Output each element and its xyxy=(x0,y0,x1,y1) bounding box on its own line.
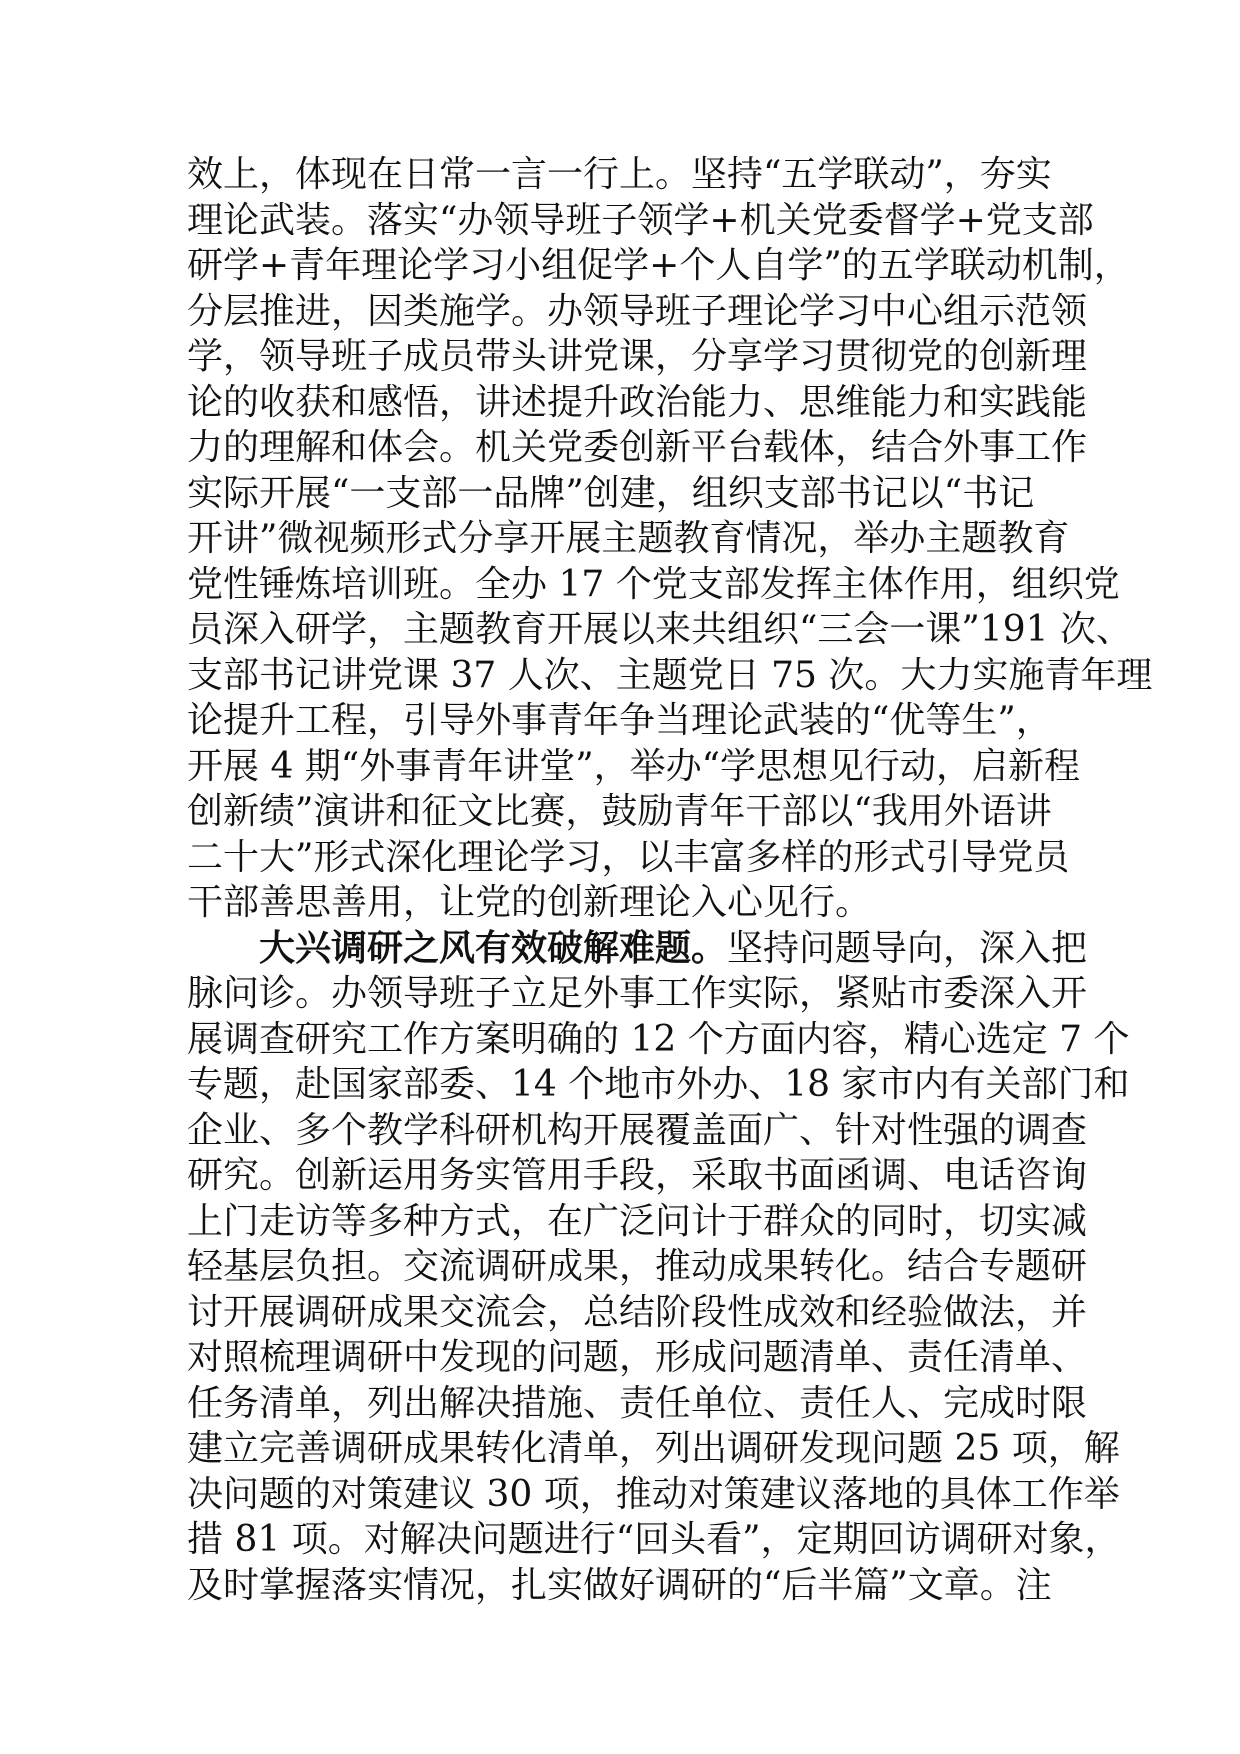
text-line: 二十大”形式深化理论学习，以丰富多样的形式引导党员 xyxy=(187,836,1070,878)
text-line: 开讲”微视频形式分享开展主题教育情况，举办主题教育 xyxy=(187,518,1070,559)
text-line: 学，领导班子成员带头讲党课，分享学习贯彻党的创新理 xyxy=(187,336,1088,377)
text-line: 上门走访等多种方式，在广泛问计于群众的同时，切实减 xyxy=(187,1200,1088,1242)
text-line: 员深入研学，主题教育开展以来共组织“三会一课”191 次、 xyxy=(187,609,1132,650)
text-line: 措 81 项。对解决问题进行“回头看”，定期回访调研对象， xyxy=(187,1519,1121,1560)
paragraph-study xyxy=(187,152,1153,926)
text-line: 开展 4 期“外事青年讲堂”，举办“学思想见行动，启新程 xyxy=(187,745,1081,787)
text-line: 任务清单，列出解决措施、责任单位、责任人、完成时限 xyxy=(187,1382,1088,1424)
text-line: 企业、多个教学科研机构开展覆盖面广、针对性强的调查 xyxy=(187,1109,1088,1151)
text-line: 建立完善调研成果转化清单，列出调研发现问题 25 项，解 xyxy=(187,1428,1120,1469)
text-line: 讨开展调研成果交流会，总结阶段性成效和经验做法，并 xyxy=(187,1291,1088,1333)
text-line: 干部善思善用，让党的创新理论入心见行。 xyxy=(187,882,872,923)
text-line: 论提升工程，引导外事青年争当理论武装的“优等生”， xyxy=(187,700,1052,741)
text-line: 脉问诊。办领导班子立足外事工作实际，紧贴市委深入开 xyxy=(187,973,1088,1014)
text-line: 及时掌握落实情况，扎实做好调研的“后半篇”文章。注 xyxy=(187,1564,1052,1606)
text-line: 效上，体现在日常一言一行上。坚持“五学联动”，夯实 xyxy=(187,154,1052,195)
text-line: 展调查研究工作方案明确的 12 个方面内容，精心选定 7 个 xyxy=(187,1018,1130,1060)
text-line: 力的理解和体会。机关党委创新平台载体，结合外事工作 xyxy=(187,427,1088,468)
paragraph-heading: 大兴调研之风有效破解难题。 xyxy=(259,926,728,969)
text-line: 论的收获和感悟，讲述提升政治能力、思维能力和实践能 xyxy=(187,381,1088,423)
text-line: 研究。创新运用务实管用手段，采取书面函调、电话咨询 xyxy=(187,1155,1088,1196)
text-line: 专题，赴国家部委、14 个地市外办、18 家市内有关部门和 xyxy=(187,1064,1130,1105)
text-line: 党性锤炼培训班。全办 17 个党支部发挥主体作用，组织党 xyxy=(187,563,1120,605)
text-line: 理论武装。落实“办领导班子领学+机关党委督学+党支部 xyxy=(187,199,1094,241)
text-line: 对照梳理调研中发现的问题，形成问题清单、责任清单、 xyxy=(187,1337,1088,1378)
text-line: 创新绩”演讲和征文比赛，鼓励青年干部以“我用外语讲 xyxy=(187,791,1052,832)
text-line: 实际开展“一支部一品牌”创建，组织支部书记以“书记 xyxy=(187,472,1035,514)
body-text xyxy=(187,152,1153,1608)
text-line: 决问题的对策建议 30 项，推动对策建议落地的具体工作举 xyxy=(187,1473,1120,1515)
heading-line-text: 坚持问题导向，深入把 xyxy=(727,927,1088,969)
text-line: 轻基层负担。交流调研成果，推动成果转化。结合专题研 xyxy=(187,1246,1088,1287)
paragraph-first-line xyxy=(187,926,1087,972)
text-line: 研学+青年理论学习小组促学+个人自学”的五学联动机制， xyxy=(187,245,1130,286)
text-line: 分层推进，因类施学。办领导班子理论学习中心组示范领 xyxy=(187,290,1088,332)
text-line: 支部书记讲党课 37 人次、主题党日 75 次。大力实施青年理 xyxy=(187,654,1153,696)
paragraph-research xyxy=(187,926,1130,1609)
